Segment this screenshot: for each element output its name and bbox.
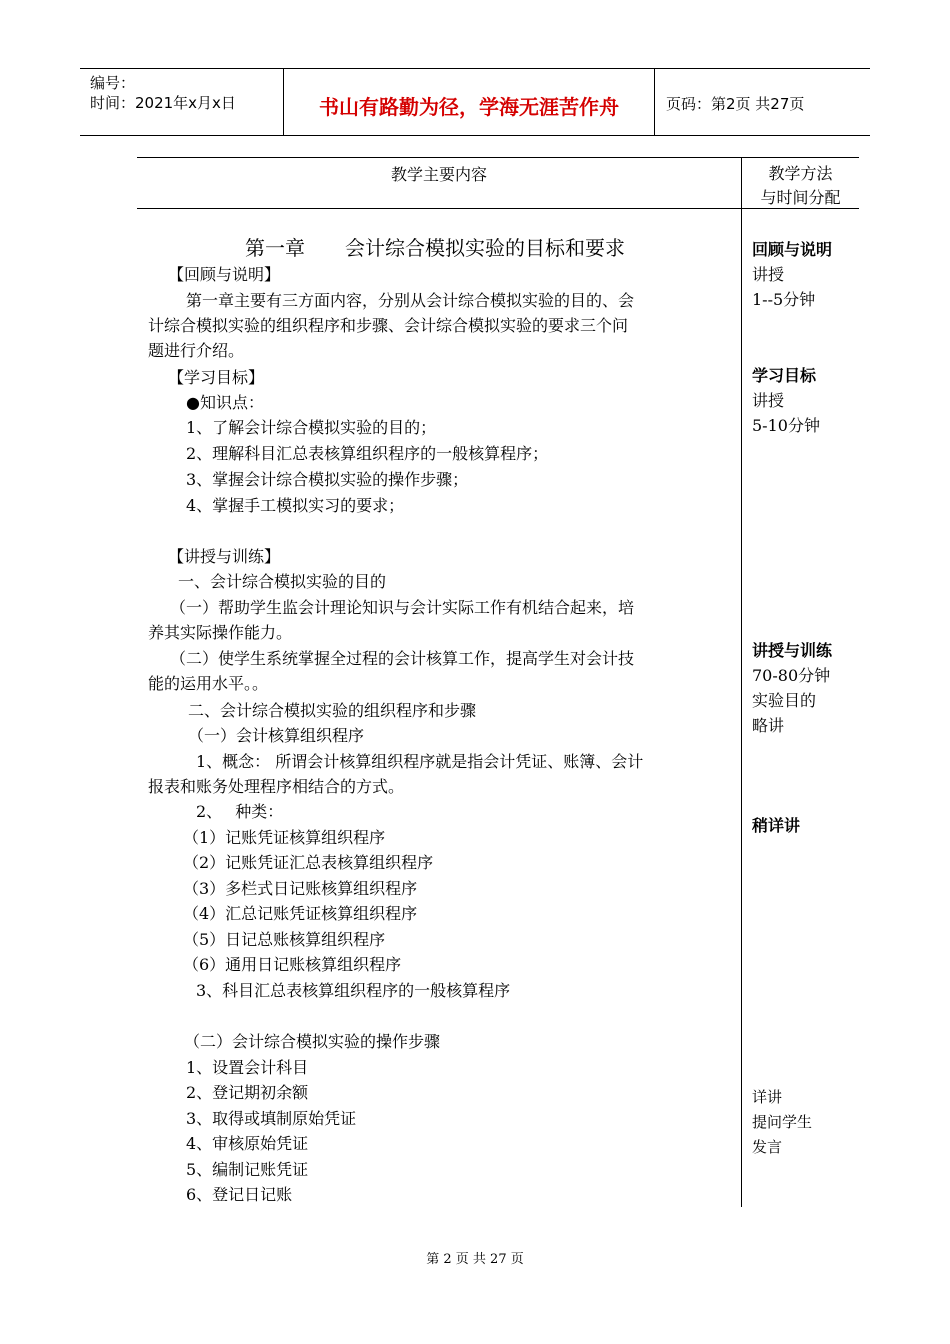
column-header-side-line1: 教学方法: [768, 164, 833, 183]
side-steps-note: 详讲: [752, 1088, 783, 1106]
list-item: 6、登记日记账: [186, 1185, 293, 1204]
document-number-label: 编号：: [90, 74, 136, 92]
header-meta: [90, 73, 236, 113]
side-train-time: 70-80分钟: [752, 666, 831, 685]
subsection-heading: ●知识点：: [186, 393, 264, 412]
subsection-heading: 二、会计综合模拟实验的组织程序和步骤: [188, 701, 477, 720]
section-heading: 【讲授与训练】: [168, 547, 281, 566]
list-item: （4）汇总记账凭证核算组织程序: [183, 904, 418, 923]
paragraph-line: （一）帮助学生监会计理论知识与会计实际工作有机结合起来，培: [170, 598, 635, 617]
paragraph-line: 1、概念： 所谓会计核算组织程序就是指会计凭证、账簿、会计: [196, 752, 644, 771]
side-train-note: 略讲: [752, 716, 785, 735]
chapter-title: 第一章 会计综合模拟实验的目标和要求: [245, 236, 625, 260]
list-item: （3）多栏式日记账核算组织程序: [183, 879, 418, 898]
table-column-divider: [741, 157, 742, 1207]
list-item: 1、设置会计科目: [186, 1058, 309, 1077]
section-heading: 【回顾与说明】: [168, 265, 281, 284]
subsection-heading: （一）会计核算组织程序: [188, 726, 365, 745]
side-goals-time: 5-10分钟: [752, 416, 820, 435]
side-goals-method: 讲授: [752, 391, 785, 410]
side-train-title: 讲授与训练: [752, 641, 833, 660]
section-heading: 【学习目标】: [168, 368, 265, 387]
header-divider: [654, 69, 655, 135]
paragraph-line: 第一章主要有三方面内容，分别从会计综合模拟实验的目的、会: [186, 291, 635, 310]
paragraph-line: 计综合模拟实验的组织程序和步骤、会计综合模拟实验的要求三个问: [148, 316, 629, 335]
list-item: 2、理解科目汇总表核算组织程序的一般核算程序；: [186, 444, 549, 463]
header-motto: 书山有路勤为径，学海无涯苦作舟: [319, 95, 619, 119]
side-goals-title: 学习目标: [752, 366, 817, 385]
side-review-time: 1--5分钟: [752, 290, 816, 309]
subsection-heading: 一、会计综合模拟实验的目的: [178, 572, 387, 591]
list-item: 3、科目汇总表核算组织程序的一般核算程序: [196, 981, 511, 1000]
paragraph-line: 2、 种类：: [196, 802, 284, 821]
table-top-rule: [137, 157, 859, 158]
list-item: 2、登记期初余额: [186, 1083, 309, 1102]
paragraph-line: （二）使学生系统掌握全过程的会计核算工作，提高学生对会计技: [170, 649, 635, 668]
document-date: 时间：2021年x月x日: [90, 94, 236, 112]
paragraph-line: 能的运用水平。。: [148, 674, 269, 693]
column-header-side-line2: 与时间分配: [760, 188, 841, 207]
list-item: 3、取得或填制原始凭证: [186, 1109, 357, 1128]
column-header-main: 教学主要内容: [390, 165, 487, 184]
paragraph-line: 报表和账务处理程序相结合的方式。: [148, 777, 405, 796]
list-item: 4、审核原始凭证: [186, 1134, 309, 1153]
side-detail-title: 稍详讲: [752, 816, 801, 835]
side-train-note: 实验目的: [752, 691, 817, 710]
side-review-title: 回顾与说明: [752, 240, 833, 259]
subsection-heading: （二）会计综合模拟实验的操作步骤: [184, 1032, 441, 1051]
side-steps-note: 发言: [752, 1138, 783, 1156]
list-item: （2）记账凭证汇总表核算组织程序: [183, 853, 434, 872]
list-item: 4、掌握手工模拟实习的要求；: [186, 496, 405, 515]
page-header: [80, 68, 870, 136]
page-footer: 第 2 页 共 27 页: [426, 1252, 524, 1267]
paragraph-line: 题进行介绍。: [148, 341, 245, 360]
list-item: （1）记账凭证核算组织程序: [183, 828, 386, 847]
list-item: 5、编制记账凭证: [186, 1160, 309, 1179]
list-item: 3、掌握会计综合模拟实验的操作步骤；: [186, 470, 469, 489]
list-item: （6）通用日记账核算组织程序: [183, 955, 402, 974]
list-item: 1、了解会计综合模拟实验的目的；: [186, 418, 437, 437]
column-header-side: [742, 162, 859, 210]
header-page-info: 页码：第2页 共27页: [666, 95, 805, 113]
list-item: （5）日记总账核算组织程序: [183, 930, 386, 949]
side-review-method: 讲授: [752, 265, 785, 284]
side-steps-note: 提问学生: [752, 1113, 813, 1131]
paragraph-line: 养其实际操作能力。: [148, 623, 293, 642]
